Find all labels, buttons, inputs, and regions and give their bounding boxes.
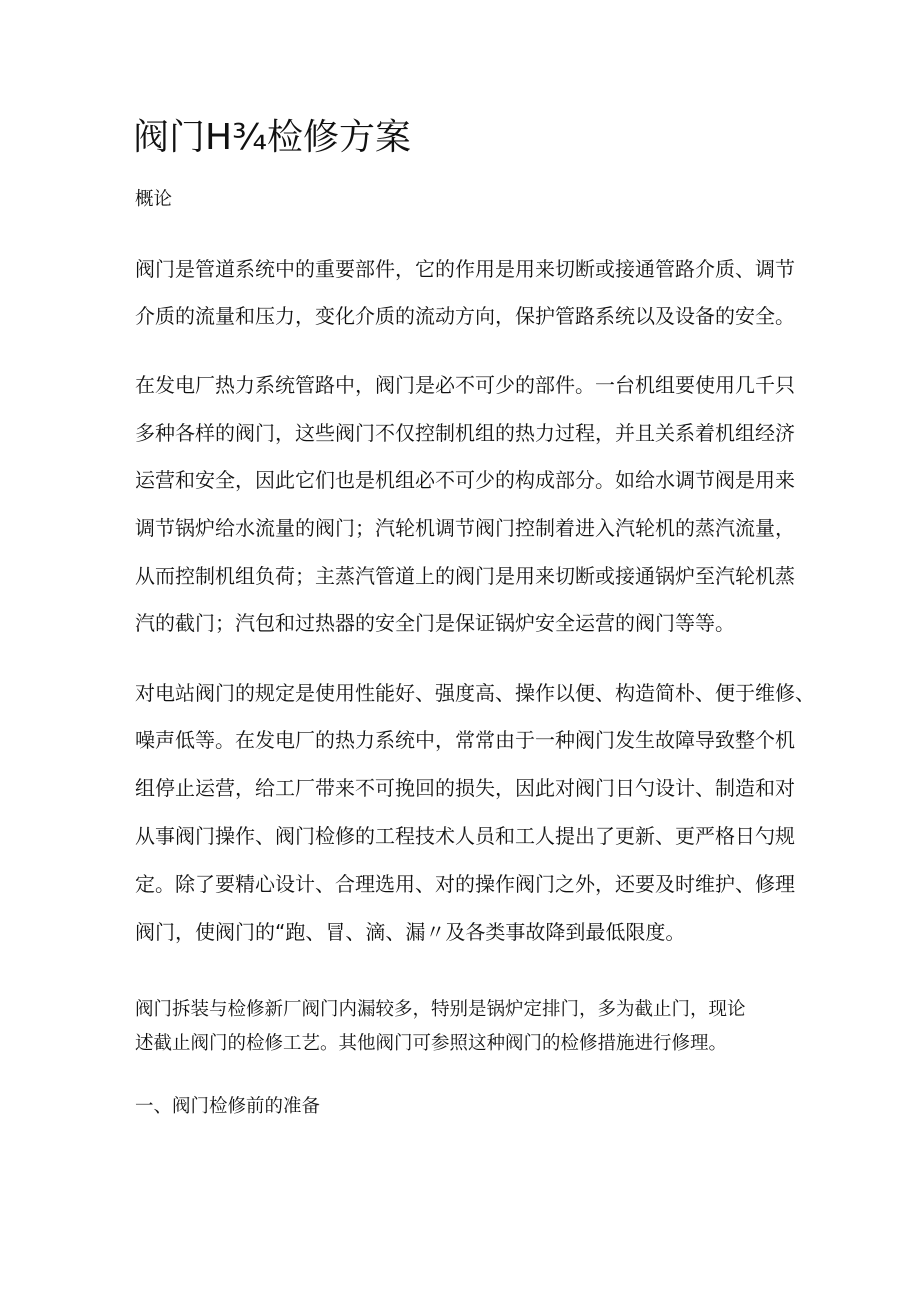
paragraph-3-line-5: 定。除了要精心设计、合理选用、对的操作阀门之外，还要及时维护、修理 <box>135 872 795 896</box>
paragraph-4-line-2: 述截止阀门的检修工艺。其他阀门可参照这种阀门的检修措施进行修理。 <box>135 1033 728 1054</box>
paragraph-3-line-4: 从事阀门操作、阀门检修的工程技术人员和工人提出了更新、更严格日勺规 <box>135 824 795 848</box>
paragraph-2-line-3: 运营和安全，因此它们也是机组必不可少的构成部分。如给水调节阀是用来 <box>135 468 795 492</box>
paragraph-2-line-2: 多种各样的阀门，这些阀门不仅控制机组的热力过程，并且关系着机组经济 <box>135 421 795 445</box>
paragraph-1-line-2: 介质的流量和压力，变化介质的流动方向，保护管路系统以及设备的安全。 <box>135 304 795 328</box>
paragraph-2-line-1: 在发电厂热力系统管路中，阀门是必不可少的部件。一台机组要使用几千只 <box>135 373 795 397</box>
paragraph-2-line-4: 调节锅炉给水流量的阀门；汽轮机调节阀门控制着进入汽轮机的蒸汽流量， <box>135 516 795 540</box>
paragraph-4-line-1: 阀门拆装与检修新厂阀门内漏较多，特别是锅炉定排门，多为截止门，现论 <box>135 999 746 1020</box>
document-title: 阀门H¾检修方案 <box>133 117 411 158</box>
paragraph-2-line-6: 汽的截门；汽包和过热器的安全门是保证锅炉安全运营的阀门等等。 <box>135 611 735 635</box>
section-1-heading: 一、阀门检修前的准备 <box>135 1096 321 1117</box>
paragraph-1-line-1: 阀门是管道系统中的重要部件，它的作用是用来切断或接通管路介质、调节 <box>135 257 795 281</box>
paragraph-3-line-2: 噪声低等。在发电厂的热力系统中，常常由于一种阀门发生故障导致整个机 <box>135 728 795 752</box>
paragraph-3-line-3: 组停止运营，给工厂带来不可挽回的损失，因此对阀门日勺设计、制造和对 <box>135 776 795 800</box>
paragraph-3-line-6: 阀门，使阀门的“跑、冒、滴、漏〃及各类事故降到最低限度。 <box>135 920 686 944</box>
paragraph-3-line-1: 对电站阀门的规定是使用性能好、强度高、操作以便、构造简朴、便于维修、 <box>135 681 815 705</box>
overview-heading: 概论 <box>135 189 173 210</box>
paragraph-2-line-5: 从而控制机组负荷；主蒸汽管道上的阀门是用来切断或接通锅炉至汽轮机蒸 <box>135 564 795 588</box>
